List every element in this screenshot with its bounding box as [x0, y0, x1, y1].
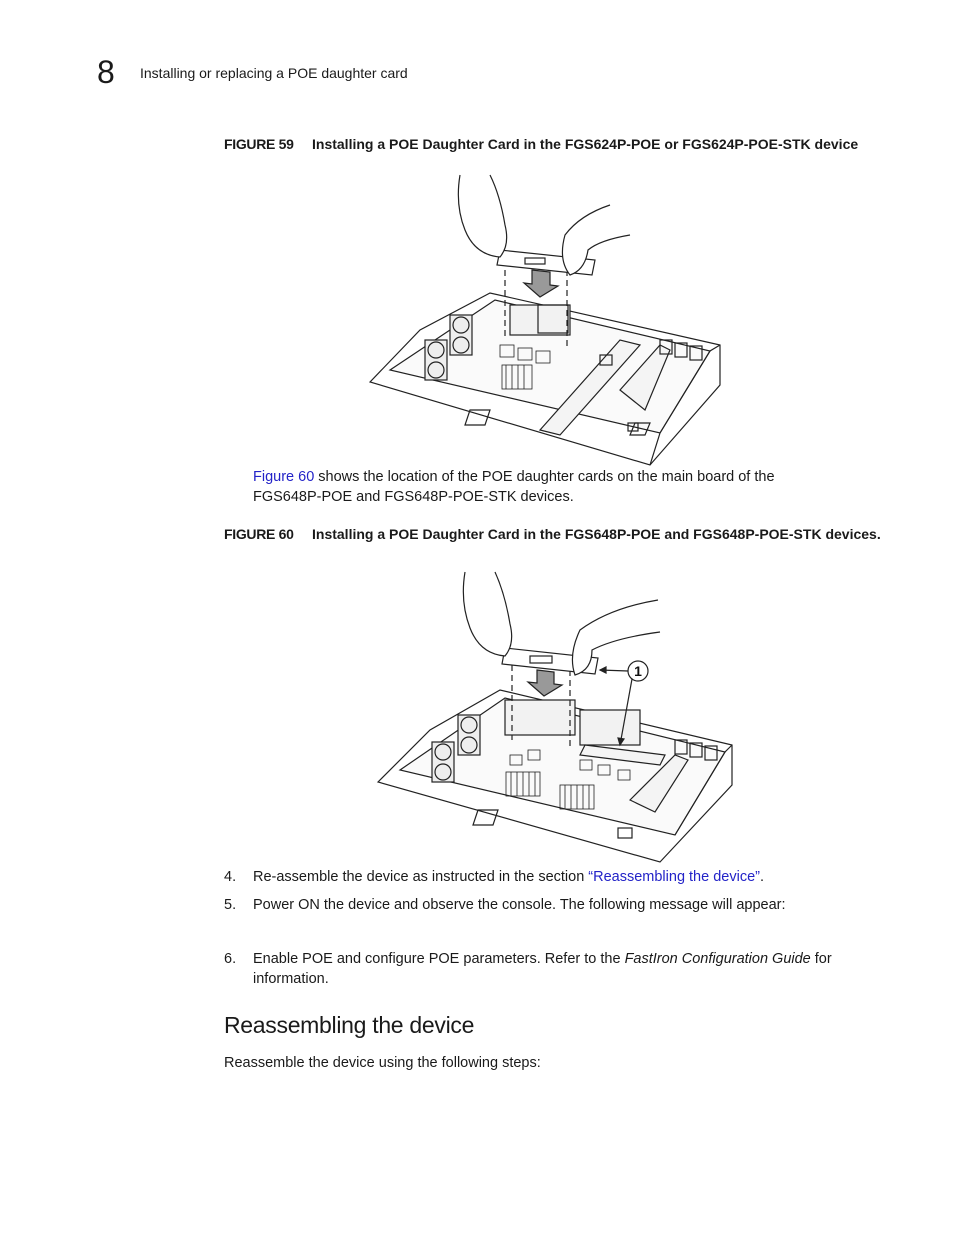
step-6-text: [253, 950, 853, 989]
step-6-text-after: for: [810, 951, 832, 967]
step-6-text-before: Enable POE and configure POE parameters. Refer to the: [253, 951, 625, 967]
step-6-guide-title: FastIron Configuration Guide: [624, 951, 811, 967]
figure60-callout-label: 1: [634, 663, 642, 679]
figure59-label: FIGURE 59: [224, 136, 294, 152]
step-4-text: [253, 868, 853, 888]
step-4-number: 4.: [224, 869, 237, 885]
figure59-illustration: [360, 165, 730, 470]
intro-text-line1: shows the location of the POE daughter cards on the main board of the: [314, 469, 775, 485]
figure60-label: FIGURE 60: [224, 526, 294, 542]
section-heading: Reassembling the device: [224, 1012, 475, 1038]
chapter-number: 8: [97, 54, 115, 90]
section-intro: Reassemble the device using the following steps:: [224, 1055, 541, 1071]
figure59-title: Installing a POE Daughter Card in the FGS624P-POE or FGS624P-POE-STK device: [312, 136, 859, 152]
reassembling-link[interactable]: “Reassembling the device”: [588, 869, 760, 885]
intro-paragraph: [253, 468, 833, 507]
step-6-text-line2: information.: [253, 970, 329, 987]
figure60-illustration: [370, 560, 740, 865]
figure60-title: Installing a POE Daughter Card in the FGS648P-POE and FGS648P-POE-STK devices.: [312, 526, 881, 542]
step-4-text-before: Re-assemble the device as instructed in the section: [253, 869, 589, 885]
intro-text-line2: FGS648P-POE and FGS648P-POE-STK devices.: [253, 488, 574, 505]
step-5-text: Power ON the device and observe the console. The following message will appear:: [253, 897, 786, 913]
step-4-text-after: .: [759, 869, 764, 885]
running-title: Installing or replacing a POE daughter card: [140, 65, 408, 81]
figure60-link[interactable]: Figure 60: [253, 469, 315, 485]
step-6-number: 6.: [224, 951, 237, 967]
step-5-number: 5.: [224, 897, 237, 913]
